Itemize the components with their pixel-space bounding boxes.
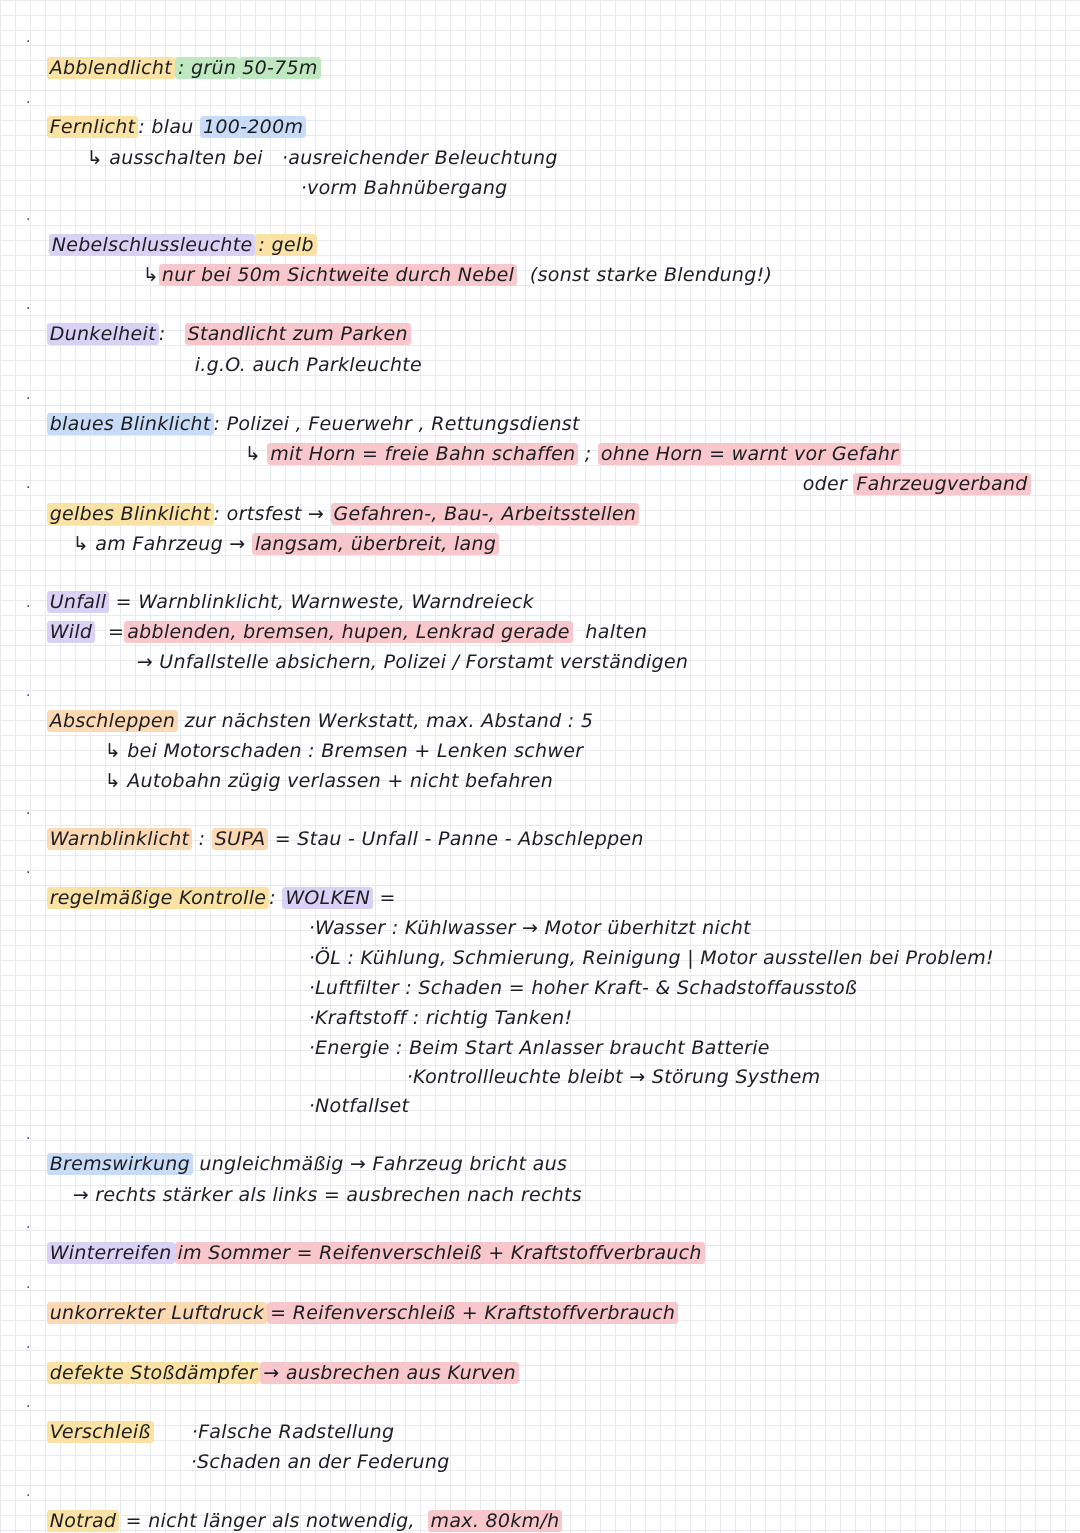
bullet: · bbox=[26, 212, 31, 228]
detail: WOLKEN bbox=[282, 887, 373, 909]
bullet: · bbox=[26, 806, 31, 822]
detail: → Unfallstelle absichern, Polizei / Forstamt verständigen bbox=[136, 651, 689, 673]
term: Notrad bbox=[47, 1510, 120, 1532]
note-line bbox=[124, 626, 688, 674]
detail: : bbox=[269, 887, 276, 909]
bullet: · bbox=[26, 1280, 31, 1296]
detail: = bbox=[379, 887, 396, 909]
term: gelbes Blinklicht bbox=[47, 503, 214, 525]
detail: → rechts stärker als links = ausbrechen nach rechts bbox=[72, 1184, 582, 1206]
detail: ohne Horn = warnt vor Gefahr bbox=[598, 443, 901, 465]
detail: ↳ ausschalten bei bbox=[86, 147, 263, 169]
detail: ↳ Autobahn zügig verlassen + nicht befahren bbox=[104, 770, 554, 792]
note-warnblinklicht bbox=[34, 803, 644, 851]
detail: nur bei 50m Sichtweite durch Nebel bbox=[159, 264, 517, 286]
detail: ·Wasser : Kühlwasser → Motor überhitzt nicht bbox=[308, 917, 751, 939]
term: Nebelschlussleuchte bbox=[49, 234, 256, 256]
note-line bbox=[296, 1070, 409, 1118]
detail: halten bbox=[585, 621, 648, 643]
term: blaues Blinklicht bbox=[47, 413, 214, 435]
bullet: · bbox=[26, 391, 31, 407]
detail: ·Notfallset bbox=[308, 1095, 410, 1117]
detail: Fahrzeugverband bbox=[853, 473, 1030, 495]
detail: ↳ bbox=[244, 443, 261, 465]
detail: → ausbrechen aus Kurven bbox=[260, 1362, 519, 1384]
note-line bbox=[178, 1426, 450, 1474]
detail: 100-200m bbox=[200, 116, 306, 138]
bullet: · bbox=[26, 480, 31, 496]
note-line bbox=[60, 508, 499, 556]
detail: ·Kontrollleuchte bleibt → Störung Systhem bbox=[406, 1066, 821, 1088]
detail: : Polizei , Feuerwehr , Rettungsdienst bbox=[213, 413, 580, 435]
detail: ·Falsche Radstellung bbox=[191, 1421, 395, 1443]
detail: i.g.O. auch Parkleuchte bbox=[194, 354, 423, 376]
note-line bbox=[92, 745, 553, 793]
term: Dunkelheit bbox=[47, 323, 159, 345]
detail: ·Schaden an der Federung bbox=[190, 1451, 450, 1473]
note-line bbox=[790, 448, 1031, 496]
detail: ·ausreichender Beleuchtung bbox=[281, 147, 558, 169]
term: Warnblinklicht bbox=[47, 828, 193, 850]
note-line bbox=[182, 329, 422, 377]
bullet: · bbox=[26, 301, 31, 317]
detail: (sonst starke Blendung!) bbox=[529, 264, 773, 286]
detail: : bbox=[198, 828, 206, 850]
detail: ·Energie : Beim Start Anlasser braucht Batterie bbox=[308, 1037, 770, 1059]
bullet: · bbox=[26, 688, 31, 704]
detail: = bbox=[107, 621, 125, 643]
detail: : blau bbox=[138, 116, 194, 138]
detail: ungleichmäßig → Fahrzeug bricht aus bbox=[199, 1153, 568, 1175]
note-line bbox=[60, 1159, 582, 1207]
detail: oder bbox=[802, 473, 848, 495]
detail: langsam, überbreit, lang bbox=[252, 533, 499, 555]
detail: ↳ bbox=[142, 264, 159, 286]
term: unkorrekter Luftdruck bbox=[47, 1302, 267, 1324]
note-line bbox=[394, 1041, 820, 1089]
bullet: · bbox=[26, 95, 31, 111]
detail: ·ÖL : Kühlung, Schmierung, Reinigung bbox=[308, 947, 681, 969]
detail: mit Horn = freie Bahn schaffen bbox=[267, 443, 578, 465]
detail: = Warnblinklicht, Warnweste, Warndreieck bbox=[115, 591, 534, 613]
term: Fernlicht bbox=[47, 116, 139, 138]
term: Verschleiß bbox=[47, 1421, 154, 1443]
detail: : bbox=[158, 323, 166, 345]
bullet: · bbox=[26, 599, 31, 615]
detail: abblenden, bremsen, hupen, Lenkrad gerade bbox=[124, 621, 573, 643]
bullet: · bbox=[26, 1340, 31, 1356]
detail: ↳ am Fahrzeug → bbox=[72, 533, 246, 555]
term: defekte Stoßdämpfer bbox=[47, 1362, 261, 1384]
detail: max. 80km/h bbox=[428, 1510, 563, 1532]
term: Abblendlicht bbox=[47, 57, 175, 79]
bullet: · bbox=[26, 1131, 31, 1147]
detail: ·vorm Bahnübergang bbox=[300, 177, 508, 199]
detail: im Sommer = Reifenverschleiß + Kraftstoffverbrauch bbox=[175, 1242, 705, 1264]
detail: ↳ bei Motorschaden : Bremsen + Lenken schwer bbox=[104, 740, 584, 762]
note-luftdruck bbox=[34, 1277, 678, 1325]
note-line bbox=[288, 152, 508, 200]
detail: ·Kraftstoff : richtig Tanken! bbox=[308, 1007, 573, 1029]
bullet: · bbox=[26, 865, 31, 881]
bullet: · bbox=[26, 1220, 31, 1236]
detail: = Stau - Unfall - Panne - Abschleppen bbox=[274, 828, 644, 850]
detail: : grün bbox=[175, 57, 239, 79]
detail: : ortsfest → bbox=[213, 503, 325, 525]
bullet: · bbox=[26, 1488, 31, 1504]
note-notrad bbox=[34, 1485, 562, 1533]
note-stossdaempfer bbox=[34, 1337, 519, 1385]
term: Bremswirkung bbox=[47, 1153, 193, 1175]
note-abblendlicht bbox=[34, 32, 321, 80]
detail: = Reifenverschleiß + Kraftstoffverbrauch bbox=[267, 1302, 678, 1324]
detail: 50-75m bbox=[239, 57, 321, 79]
term: Wild bbox=[47, 621, 96, 643]
detail: | Motor ausstellen bei Problem! bbox=[687, 947, 994, 969]
detail: zur nächsten Werkstatt, max. Abstand : 5 bbox=[184, 710, 594, 732]
detail: ·Luftfilter : Schaden = hoher Kraft- & Schadstoffausstoß bbox=[308, 977, 858, 999]
note-line bbox=[130, 239, 772, 287]
detail: : gelb bbox=[255, 234, 316, 256]
detail: SUPA bbox=[212, 828, 269, 850]
term: Abschleppen bbox=[47, 710, 179, 732]
detail: = nicht länger als notwendig, bbox=[125, 1510, 415, 1532]
term: Unfall bbox=[47, 591, 110, 613]
term: Winterreifen bbox=[47, 1242, 175, 1264]
bullet: · bbox=[26, 1399, 31, 1415]
detail: ; bbox=[584, 443, 592, 465]
note-winterreifen bbox=[34, 1217, 705, 1265]
detail: Standlicht zum Parken bbox=[185, 323, 411, 345]
bullet: · bbox=[26, 34, 31, 50]
term: regelmäßige Kontrolle bbox=[47, 887, 270, 909]
detail: Gefahren-, Bau-, Arbeitsstellen bbox=[331, 503, 640, 525]
